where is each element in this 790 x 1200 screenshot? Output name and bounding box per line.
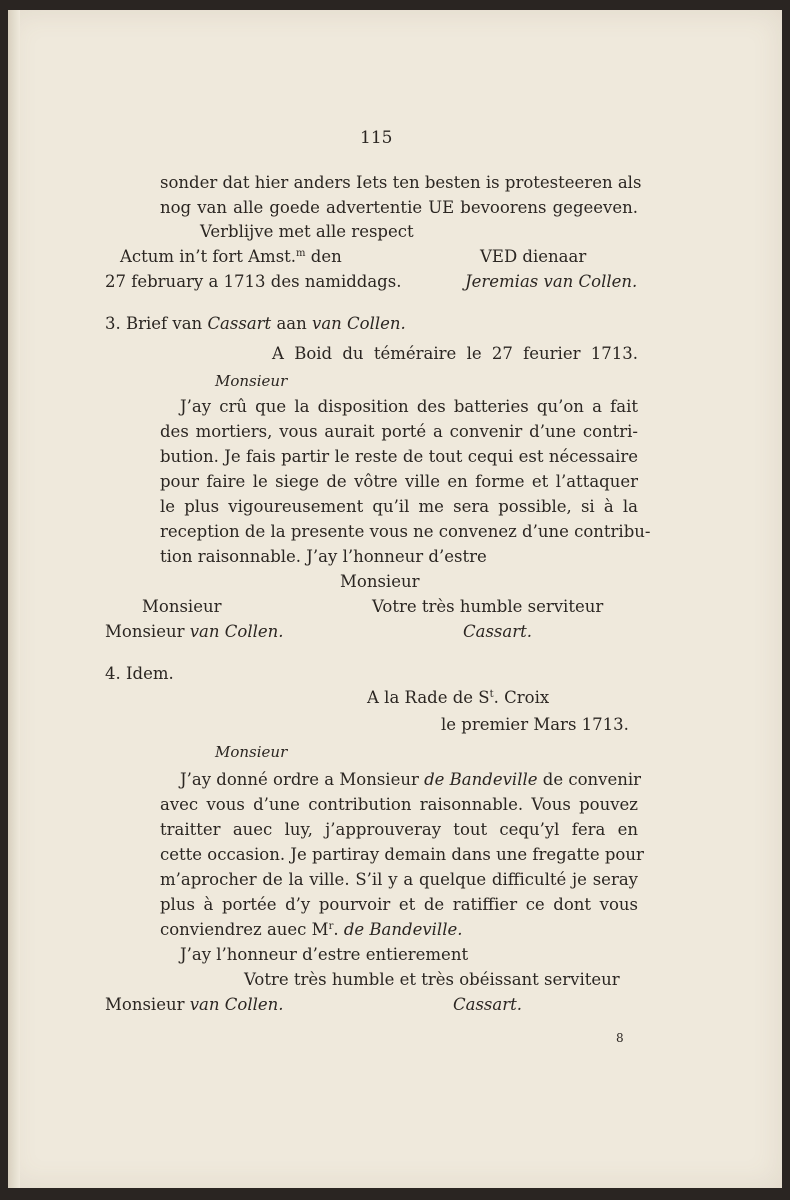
letter4-date: le premier Mars 1713. (441, 715, 629, 734)
intro-line-3: Verblijve met alle respect (200, 222, 414, 241)
letter4-closing-servant: Votre très humble et très obéissant serviteur (244, 970, 620, 989)
book-page (8, 10, 782, 1188)
letter4-salutation: Monsieur (215, 743, 288, 761)
letter4-body-2: avec vous d’une contribution raisonnable. Vous pouvez (160, 795, 638, 814)
intro-line-1: sonder dat hier anders Iets ten besten is protesteeren als (160, 173, 642, 192)
letter3-place-date: A Boid du téméraire le 27 feurier 1713. (272, 344, 638, 363)
letter4-body-1: J’ay donné ordre a Monsieur de Bandeville de convenir (180, 770, 642, 789)
page-spine-shadow (8, 10, 20, 1188)
letter3-body-7: tion raisonnable. J’ay l’honneur d’estre (160, 547, 487, 566)
letter3-salutation: Monsieur (215, 372, 288, 390)
letter3-body-1: J’ay crû que la disposition des batteries qu’on a fait (180, 397, 638, 416)
letter4-place: A la Rade de $S^t$. Croix (367, 688, 550, 707)
intro-date: 27 february a 1713 des namiddags. (105, 272, 402, 291)
letter4-signature: Cassart. (453, 995, 522, 1014)
letter3-body-3: bution. Je fais partir le reste de tout cequi est nécessaire (160, 447, 638, 466)
letter4-closing-honneur: J’ay l’honneur d’estre entierement (180, 945, 469, 964)
letter3-signature: Cassart. (463, 622, 532, 641)
letter4-body-7: conviendrez auec $M^r$. de Bandeville. (160, 920, 463, 939)
letter4-body-5: m’aprocher de la ville. S’il y a quelque difficulté je seray (160, 870, 638, 889)
intro-place: Actum in’t fort Amst.$^m$ den (120, 247, 342, 266)
letter3-body-6: reception de la presente vous ne convenez d’une contribu- (160, 522, 651, 541)
intro-signature: Jeremias van Collen. (465, 272, 638, 291)
intro-closing: VED dienaar (480, 247, 587, 266)
letter4-body-3: traitter auec luy, j’approuveray tout cequ’yl fera en (160, 820, 638, 839)
letter3-body-5: le plus vigoureusement qu’il me sera possible, si à la (160, 497, 638, 516)
letter3-addressee-monsieur: Monsieur (142, 597, 222, 616)
letter3-heading: 3. Brief van Cassart aan van Collen. (105, 314, 406, 333)
letter4-heading: 4. Idem. (105, 664, 174, 683)
letter3-closing-monsieur: Monsieur (340, 572, 420, 591)
letter3-body-4: pour faire le siege de vôtre ville en forme et l’attaquer (160, 472, 638, 491)
letter3-body-2: des mortiers, vous aurait porté a convenir d’une contri- (160, 422, 638, 441)
intro-line-2: nog van alle goede advertentie UE bevoorens gegeeven. (160, 198, 638, 217)
letter4-body-4: cette occasion. Je partiray demain dans une fregatte pour (160, 845, 644, 864)
letter4-body-6: plus à portée d’y pourvoir et de ratiffier ce dont vous (160, 895, 638, 914)
letter4-addressee: Monsieur van Collen. (105, 995, 284, 1014)
page-number: 115 (360, 128, 393, 148)
letter3-addressee: Monsieur van Collen. (105, 622, 284, 641)
printer-signature-mark: 8 (616, 1031, 624, 1045)
letter3-closing-servant: Votre très humble serviteur (372, 597, 604, 616)
